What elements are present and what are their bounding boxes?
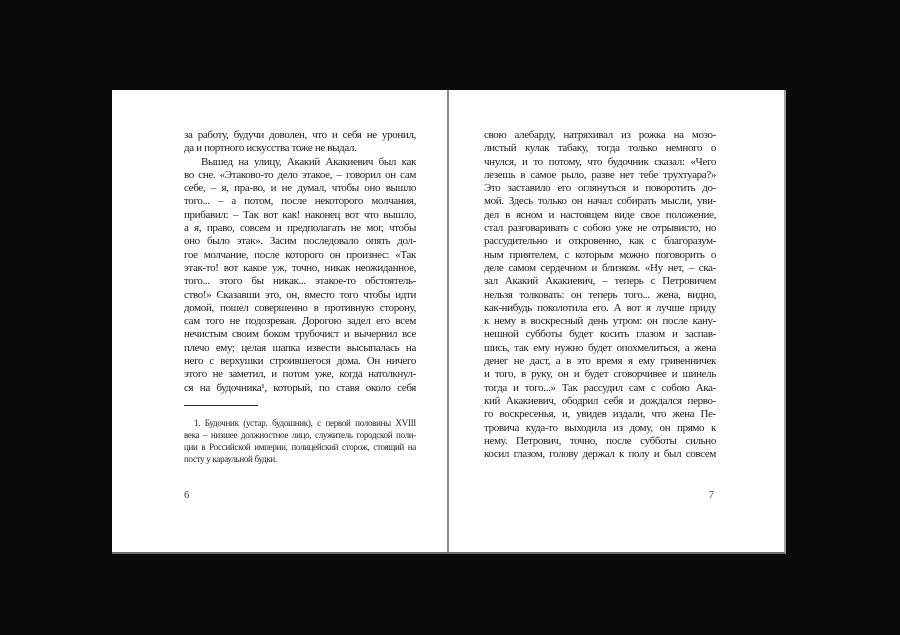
text-line: сам того не подозревая. Дорогою задел его всем [184, 315, 416, 328]
text-line: ство!» Сказавши это, он, вместо того чтобы идти [184, 288, 416, 301]
text-line: Вышед на улицу, Акакий Акакиевич был как [201, 155, 416, 168]
text-line: косил глазом, голову держал к полу и был совсем [484, 448, 716, 461]
text-line: нельзя толковать: он теперь того... жена, видно, [484, 288, 716, 301]
text-line: нему. Петрович, точно, после субботы сильно [484, 434, 716, 447]
text-line: зал Акакий Акакиевич, – теперь с Петровичем [484, 275, 716, 288]
text-line: дел в ясном и настоящем виде свое положение, [484, 208, 716, 221]
text-line: свою алебарду, натряхивал из рожка на мозо- [484, 129, 716, 141]
text-line: ся на будочника¹, который, по ставя около себя [184, 381, 416, 394]
page-number-left: 6 [184, 490, 190, 501]
text-line: того... этого бы никак... этакое-то обстоятель- [184, 275, 416, 288]
left-page[interactable] [112, 90, 448, 552]
text-line: тогда и того...» Так рассудил сам с собою Ака- [484, 381, 716, 394]
text-line: во сне. «Этаково-то дело этакое, – говорил он сам [184, 168, 416, 181]
text-line: гое молчание, после которого он произнес: «Так [184, 248, 416, 261]
text-line: за работу, будучи доволен, что и себя не уронил, [184, 129, 416, 141]
footnote-separator-rule [184, 405, 258, 406]
text-line: этак-то! вот какое уж, точно, никак неожиданное, [184, 261, 416, 274]
text-line: плечо ему; целая шапка извести высыпалась на [184, 341, 416, 354]
text-line: себе, – я, пра-во, и не думал, чтобы оно вышло [184, 182, 416, 195]
text-line: рассудительно и откровенно, как с благоразум- [484, 235, 716, 248]
left-page-text [184, 129, 416, 395]
text-line: а я, право, совсем и предполагать не мог, чтобы [184, 222, 416, 235]
text-line: денег не даст, а в это время я ему гривенничек [484, 355, 716, 368]
text-line: как-нибудь поколотила его. А вот я лучше приду [484, 301, 716, 314]
text-line: чнулся, и то потому, что будочник сказал: «Чего [484, 155, 716, 168]
right-page[interactable] [448, 90, 784, 552]
text-line: и того, в руку, он и будет сговорчивее и шинель [484, 368, 716, 381]
text-line: деле самом сердечном и близком. «Ну нет, – ска- [484, 261, 716, 274]
text-line: оно было этак». Засим последовало опять дол- [184, 235, 416, 248]
text-line: к нему в воскресный день утром: он после кану- [484, 315, 716, 328]
text-line: ным приятелем, с которым можно поговорить о [484, 248, 716, 261]
text-line: лезешь в самое рыло, разве нет тебе трухтуара?» [484, 168, 716, 181]
text-line: кий Акакиевич, ободрил себя и дождался перво- [484, 394, 716, 407]
text-line: этого не заметил, и потом уже, когда натолкнул- [184, 368, 416, 381]
text-line: него с верхушки строившегося дома. Он ничего [184, 355, 416, 368]
text-line: Это заставило его оглянуться и поворотить до- [484, 182, 716, 195]
text-line: ции в Российской империи, полицейский сторож, стоящий на [184, 442, 416, 452]
text-line: прибавил: – Так вот как! наконец вот что вышло, [184, 208, 416, 221]
book-spread [112, 90, 786, 554]
text-line: того... – а потом, после некоторого молчания, [184, 195, 416, 208]
text-line: посту у караульной будки. [184, 454, 277, 464]
footnote-text [184, 417, 416, 465]
text-line: века – низшее должностное лицо, служитель городской поли- [184, 430, 416, 440]
text-line: нешной субботы будет косить глазом и заспав- [484, 328, 716, 341]
text-line: тровича куда-то выходила из дому, он прямо к [484, 421, 716, 434]
right-page-text [484, 129, 716, 461]
text-line: 1. Будочник (устар. будошник), с первой половины XVIII [194, 418, 416, 428]
page-number-right: 7 [708, 490, 714, 501]
text-line: нечистым своим боком трубочист и вычернил все [184, 328, 416, 341]
text-line: домой, пошел совершенно в противную сторону, [184, 301, 416, 314]
text-line: го воскресенья, и, увидев издали, что жена Пе- [484, 408, 716, 421]
text-line: стал разговаривать с собою уже не отрывисто, но [484, 222, 716, 235]
text-line: листый кулак табаку, тогда только немного о [484, 142, 716, 155]
text-line: шись, так ему нужно будет опохмелиться, а жена [484, 341, 716, 354]
text-line: да и портного искусства тоже не выдал. [184, 142, 357, 155]
text-line: мой. Здесь только он начал собирать мысли, уви- [484, 195, 716, 208]
